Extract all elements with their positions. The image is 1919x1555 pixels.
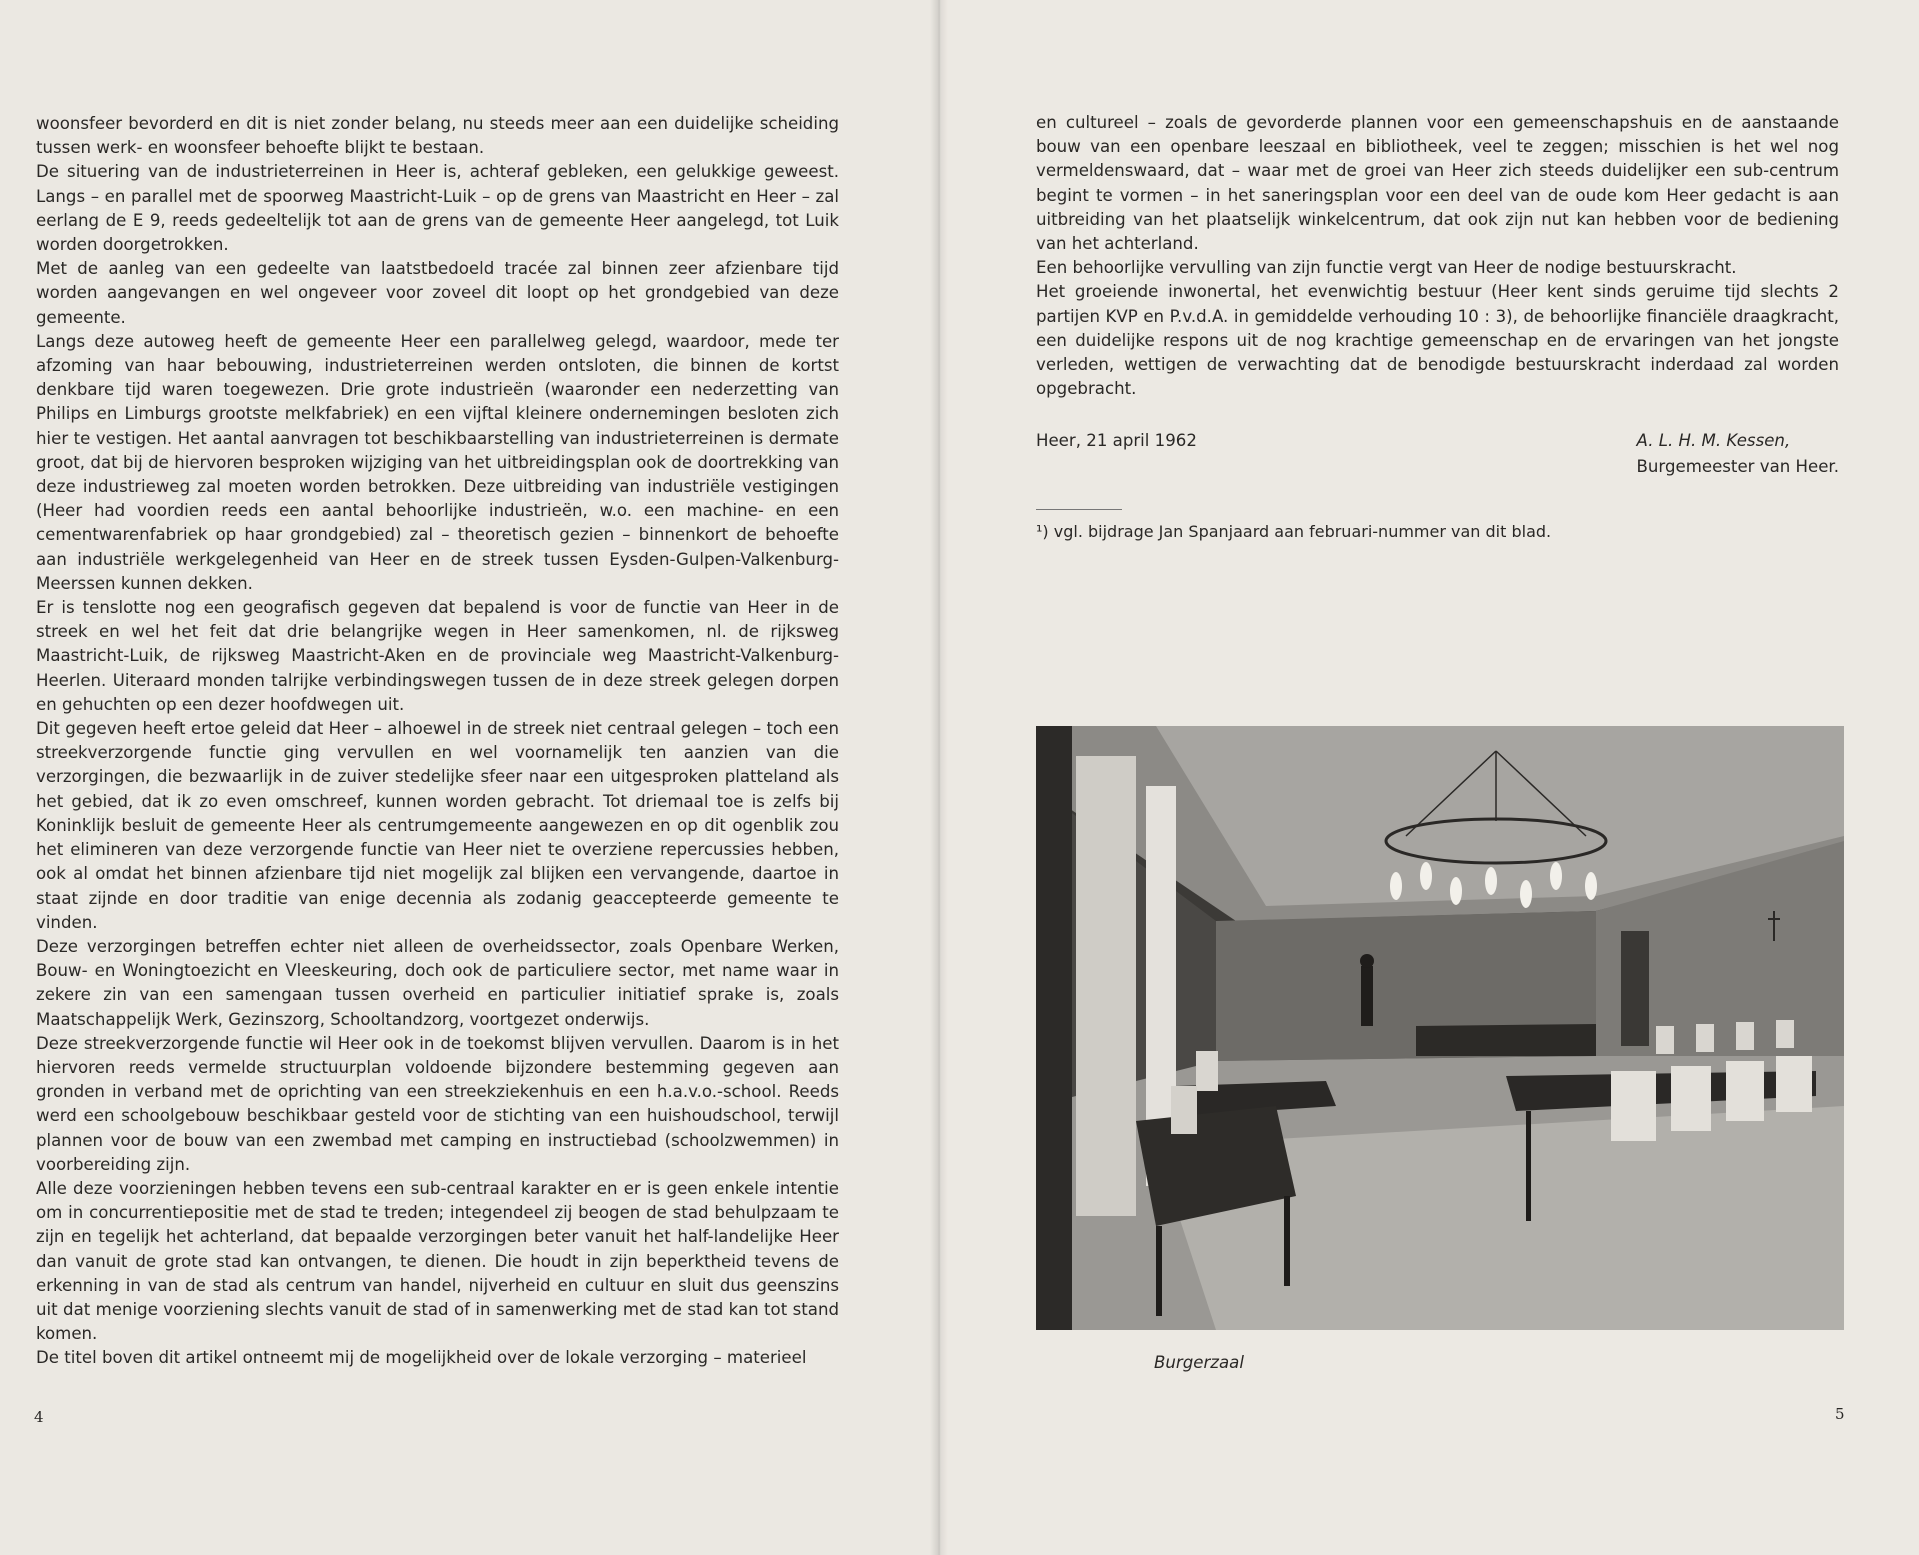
footnote: ¹) vgl. bijdrage Jan Spanjaard aan februari-nummer van dit blad.: [1036, 522, 1552, 541]
page-number-right: 5: [1835, 1405, 1845, 1423]
paragraph: Het groeiende inwonertal, het evenwichtig bestuur (Heer kent sinds geruime tijd slechts 2 partijen KVP en P.v.d.A. in gemiddelde verhouding 10 : 3), de behoorlijke financiële draagkracht, een duidelijke respons uit de nog krachtige gemeenschap en de ervaringen van het jongste verleden, wettigen de verwachting dat de benodigde bestuurskracht inderdaad zal worden opgebracht.: [1036, 282, 1839, 399]
right-text-column: [1036, 111, 1839, 401]
paragraph: en cultureel – zoals de gevorderde plannen voor een gemeenschapshuis en de aanstaande bouw van een openbare leeszaal en bibliotheek, veel te zeggen; misschien is het wel nog vermeldenswaard, dat – waar met de groei van Heer zich steeds duidelijker een sub-centrum begint te vormen – in het saneringsplan voor een deel van de oude kom Heer gedacht is aan uitbreiding van het plaatselijk winkelcentrum, dat ook zijn nut kan hebben voor de bediening van het achterland.: [1036, 113, 1839, 254]
signature: [1637, 428, 1839, 480]
place-date: Heer, 21 april 1962: [1036, 431, 1197, 450]
paragraph: Alle deze voorzieningen hebben tevens een sub-centraal karakter en er is geen enkele intentie om in concurrentiepositie met de stad te treden; integendeel zij beogen de stad behulpzaam te zijn en tegelijk het achterland, dat bepaalde verzorgingen beter vanuit het half-landelijke Heer dan vanuit de grote stad kan ontvangen, te dienen. Die houdt in zijn beperktheid tevens de erkenning in van de stad als centrum van handel, nijverheid en cultuur en sluit dus geenszins uit dat menige voorziening slechts vanuit de stad of in samenwerking met de stad kan tot stand komen.: [36, 1178, 839, 1344]
paragraph: Met de aanleg van een gedeelte van laatstbedoeld tracée zal binnen zeer afzienbare tijd worden aangevangen en wel ongeveer voor zoveel dit loopt op het grondgebied van deze gemeente.: [36, 259, 839, 327]
right-page: [938, 0, 1919, 1555]
paragraph: Deze verzorgingen betreffen echter niet alleen de overheidssector, zoals Openbare Werken, Bouw- en Woningtoezicht en Vleeskeuring, doch ook de particuliere sector, met name waar in zekere zin van een samengaan tussen overheid en particulier initiatief sprake is, zoals Maatschappelijk Werk, Gezinszorg, Schooltandzorg, voortgezet onderwijs.: [36, 936, 839, 1029]
paragraph: Langs deze autoweg heeft de gemeente Heer een parallelweg gelegd, waardoor, mede ter afzoming van haar bebouwing, industrieterreinen werden ontsloten, die binnen de kortst denkbare tijd waren toegewezen. Drie grote industrieën (waaronder een nederzetting van Philips en Limburgs grootste melkfabriek) en een vijftal kleinere ondernemingen besloten zich hier te vestigen. Het aantal aanvragen tot beschikbaarstelling van industrieterreinen is dermate groot, dat bij de hiervoren besproken wijziging van het uitbreidingsplan ook de doortrekking van deze industrieweg zal moeten worden betrokken. Deze uitbreiding van industriële vestigingen (Heer had voordien reeds een aantal behoorlijke industrieën, w.o. een machine- en een cementwarenfabriek op haar grondgebied) zal – theoretisch gezien – binnenkort de behoefte aan industriële werkgelegenheid van Heer en de streek tussen Eysden-Gulpen-Valkenburg-Meerssen kunnen dekken.: [36, 331, 839, 593]
photo-caption: Burgerzaal: [1154, 1353, 1244, 1372]
footnote-rule: [1036, 509, 1122, 510]
paragraph: Er is tenslotte nog een geografisch gegeven dat bepalend is voor de functie van Heer in de streek en wel het feit dat drie belangrijke wegen in Heer samenkomen, nl. de rijksweg Maastricht-Luik, de rijksweg Maastricht-Aken en de provinciale weg Maastricht-Valkenburg-Heerlen. Uiteraard monden talrijke verbindingswegen tussen de in deze streek gelegen dorpen en gehuchten op een dezer hoofdwegen uit.: [36, 598, 839, 714]
paragraph: Deze streekverzorgende functie wil Heer ook in de toekomst blijven vervullen. Daarom is in het hiervoren reeds vermelde structuurplan voldoende bijzondere bestemming gegeven aan gronden in verband met de oprichting van een streekziekenhuis en een h.a.v.o.-school. Reeds werd een schoolgebouw beschikbaar gesteld voor de stichting van een huishoudschool, terwijl plannen voor de bouw van een zwembad met camping en instructiebad (schoolzwemmen) in voorbereiding zijn.: [36, 1033, 839, 1174]
paragraph: woonsfeer bevorderd en dit is niet zonder belang, nu steeds meer aan een duidelijke scheiding tussen werk- en woonsfeer behoefte blijkt te bestaan.: [36, 114, 839, 158]
left-page: [0, 0, 938, 1555]
paragraph: Een behoorlijke vervulling van zijn functie vergt van Heer de nodige bestuurskracht.: [1036, 258, 1737, 278]
paragraph: Dit gegeven heeft ertoe geleid dat Heer – alhoewel in de streek niet centraal gelegen – toch een streekverzorgende functie ging vervullen en wel voornamelijk ten aanzien van die verzorgingen, die bezwaarlijk in de zuiver stedelijke sfeer naar een uitgesproken platteland als het gebied, dat ik zo even omschreef, kunnen worden gebracht. Tot driemaal toe is zelfs bij Koninklijk besluit de gemeente Heer als centrumgemeente aangewezen en op dit ogenblik zou het elimineren van deze verzorgende functie van Heer niet te overziene repercussies hebben, ook al omdat het binnen afzienbare tijd niet mogelijk zal blijken een vervangende, daartoe in staat zijnde en door traditie van enige decennia als zodanig geaccepteerde gemeente te vinden.: [36, 719, 839, 932]
left-text-column: [36, 112, 839, 1371]
signature-title: Burgemeester van Heer.: [1636, 457, 1839, 476]
paragraph: De titel boven dit artikel ontneemt mij de mogelijkheid over de lokale verzorging – materieel: [36, 1348, 807, 1368]
book-gutter: [930, 0, 948, 1555]
burgerzaal-photo: [1036, 726, 1844, 1330]
paragraph: De situering van de industrieterreinen in Heer is, achteraf gebleken, een gelukkige geweest. Langs – en parallel met de spoorweg Maastricht-Luik – op de grens van Maastricht en Heer – zal eerlang de E 9, reeds gedeeltelijk tot aan de grens van de gemeente Heer aangelegd, tot Luik worden doorgetrokken.: [36, 162, 839, 255]
page-number-left: 4: [34, 1408, 44, 1426]
signature-name: A. L. H. M. Kessen,: [1636, 431, 1791, 450]
